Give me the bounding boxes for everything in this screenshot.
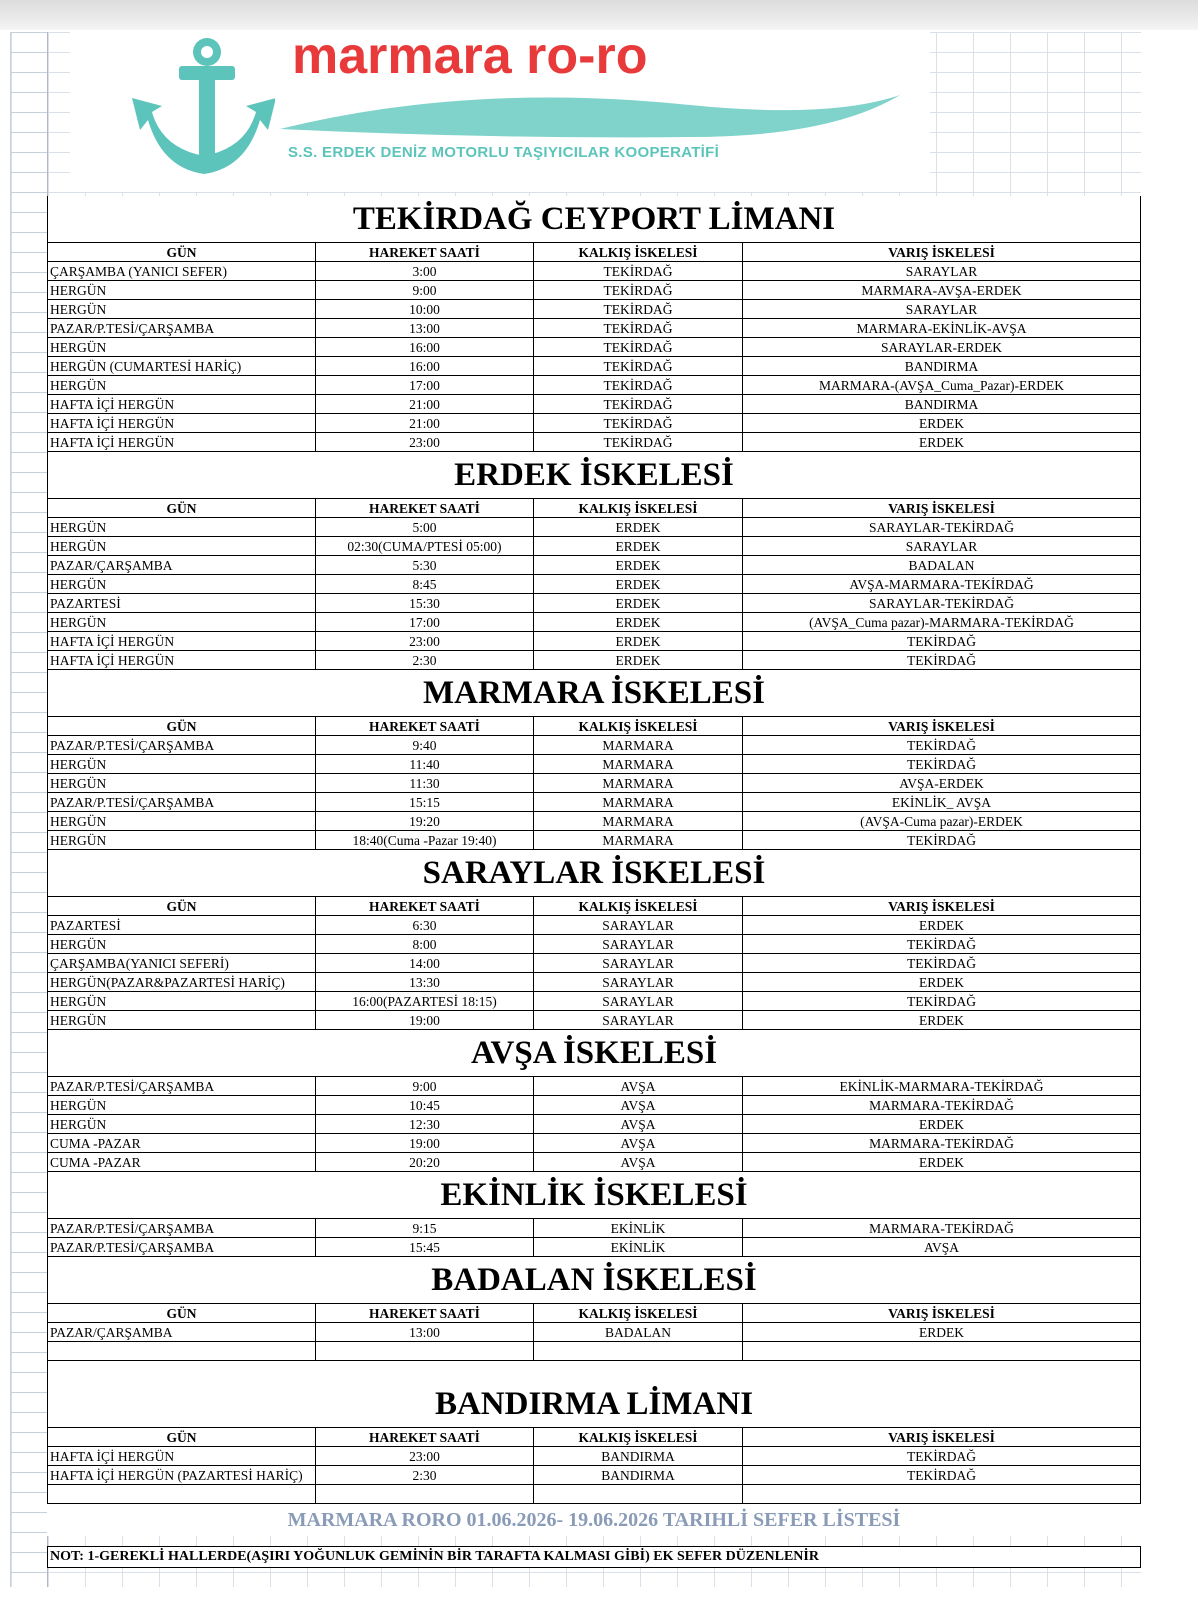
day-cell: ÇARŞAMBA(YANICI SEFERİ) <box>48 954 316 973</box>
day-cell: HERGÜN <box>48 613 316 632</box>
departure-cell: ERDEK <box>534 651 743 670</box>
departure-cell: SARAYLAR <box>534 954 743 973</box>
table-row <box>48 575 1141 594</box>
column-header-day: GÜN <box>48 1428 316 1447</box>
table-row <box>48 537 1141 556</box>
column-header-day: GÜN <box>48 243 316 262</box>
table-row <box>48 518 1141 537</box>
table-row <box>48 1466 1141 1485</box>
departure-cell: SARAYLAR <box>534 916 743 935</box>
day-cell: PAZAR/P.TESİ/ÇARŞAMBA <box>48 319 316 338</box>
arrival-cell: SARAYLAR <box>743 300 1141 319</box>
table-row <box>48 1115 1141 1134</box>
table-row <box>48 414 1141 433</box>
table-row <box>48 755 1141 774</box>
schedule-table <box>47 498 1141 670</box>
schedule-table <box>47 1427 1141 1504</box>
day-cell: PAZAR/P.TESİ/ÇARŞAMBA <box>48 1238 316 1257</box>
departure-cell: AVŞA <box>534 1134 743 1153</box>
column-header-time: HAREKET SAATİ <box>316 897 534 916</box>
departure-cell: MARMARA <box>534 793 743 812</box>
departure-cell: BADALAN <box>534 1323 743 1342</box>
departure-cell: ERDEK <box>534 537 743 556</box>
arrival-cell: TEKİRDAĞ <box>743 632 1141 651</box>
empty-cell <box>316 1342 534 1361</box>
departure-cell: MARMARA <box>534 774 743 793</box>
section-title: AVŞA İSKELESİ <box>47 1030 1141 1076</box>
arrival-cell: MARMARA-TEKİRDAĞ <box>743 1134 1141 1153</box>
empty-row <box>48 1342 1141 1361</box>
day-cell: HERGÜN (CUMARTESİ HARİÇ) <box>48 357 316 376</box>
departure-cell: AVŞA <box>534 1153 743 1172</box>
arrival-cell: ERDEK <box>743 433 1141 452</box>
time-cell: 21:00 <box>316 414 534 433</box>
time-cell: 23:00 <box>316 632 534 651</box>
arrival-cell: ERDEK <box>743 1011 1141 1030</box>
arrival-cell: ERDEK <box>743 973 1141 992</box>
arrival-cell: MARMARA-TEKİRDAĞ <box>743 1096 1141 1115</box>
day-cell: HERGÜN <box>48 831 316 850</box>
column-header-time: HAREKET SAATİ <box>316 1428 534 1447</box>
section-title: BANDIRMA LİMANI <box>47 1381 1141 1427</box>
time-cell: 2:30 <box>316 651 534 670</box>
section-title: SARAYLAR İSKELESİ <box>47 850 1141 896</box>
time-cell: 10:00 <box>316 300 534 319</box>
departure-cell: SARAYLAR <box>534 973 743 992</box>
empty-cell <box>534 1485 743 1504</box>
time-cell: 11:30 <box>316 774 534 793</box>
departure-cell: TEKİRDAĞ <box>534 414 743 433</box>
column-header-departure: KALKIŞ İSKELESİ <box>534 243 743 262</box>
table-row <box>48 774 1141 793</box>
departure-cell: TEKİRDAĞ <box>534 395 743 414</box>
table-row <box>48 281 1141 300</box>
section-spacer <box>47 1361 1141 1381</box>
table-row <box>48 632 1141 651</box>
empty-cell <box>48 1485 316 1504</box>
day-cell: HAFTA İÇİ HERGÜN (PAZARTESİ HARİÇ) <box>48 1466 316 1485</box>
arrival-cell: MARMARA-AVŞA-ERDEK <box>743 281 1141 300</box>
table-header-row <box>48 243 1141 262</box>
departure-cell: ERDEK <box>534 594 743 613</box>
departure-cell: TEKİRDAĞ <box>534 262 743 281</box>
table-row <box>48 916 1141 935</box>
time-cell: 5:30 <box>316 556 534 575</box>
column-header-arrival: VARIŞ İSKELESİ <box>743 717 1141 736</box>
time-cell: 13:00 <box>316 319 534 338</box>
departure-cell: AVŞA <box>534 1115 743 1134</box>
departure-cell: TEKİRDAĞ <box>534 376 743 395</box>
schedule-period-title: MARMARA RORO 01.06.2026- 19.06.2026 TARIHLİ SEFER LİSTESİ <box>47 1504 1141 1536</box>
day-cell: HERGÜN <box>48 376 316 395</box>
brand-name: marmara ro-ro <box>292 27 648 85</box>
arrival-cell: TEKİRDAĞ <box>743 1447 1141 1466</box>
table-row <box>48 556 1141 575</box>
table-row <box>48 338 1141 357</box>
column-header-arrival: VARIŞ İSKELESİ <box>743 1304 1141 1323</box>
time-cell: 19:00 <box>316 1011 534 1030</box>
table-row <box>48 812 1141 831</box>
column-header-time: HAREKET SAATİ <box>316 1304 534 1323</box>
time-cell: 10:45 <box>316 1096 534 1115</box>
table-row <box>48 1153 1141 1172</box>
time-cell: 12:30 <box>316 1115 534 1134</box>
time-cell: 11:40 <box>316 755 534 774</box>
table-row <box>48 357 1141 376</box>
arrival-cell: MARMARA-TEKİRDAĞ <box>743 1219 1141 1238</box>
arrival-cell: AVŞA-ERDEK <box>743 774 1141 793</box>
departure-cell: SARAYLAR <box>534 935 743 954</box>
arrival-cell: SARAYLAR-ERDEK <box>743 338 1141 357</box>
column-header-arrival: VARIŞ İSKELESİ <box>743 897 1141 916</box>
departure-cell: TEKİRDAĞ <box>534 319 743 338</box>
day-cell: HERGÜN <box>48 518 316 537</box>
arrival-cell: ERDEK <box>743 1153 1141 1172</box>
column-header-arrival: VARIŞ İSKELESİ <box>743 499 1141 518</box>
table-row <box>48 1219 1141 1238</box>
departure-cell: MARMARA <box>534 736 743 755</box>
cooperative-name: S.S. ERDEK DENİZ MOTORLU TAŞIYICILAR KOOPERATİFİ <box>288 144 720 161</box>
time-cell: 13:30 <box>316 973 534 992</box>
departure-cell: TEKİRDAĞ <box>534 300 743 319</box>
table-row <box>48 973 1141 992</box>
time-cell: 6:30 <box>316 916 534 935</box>
day-cell: PAZAR/P.TESİ/ÇARŞAMBA <box>48 1077 316 1096</box>
arrival-cell: TEKİRDAĞ <box>743 1466 1141 1485</box>
arrival-cell: EKİNLİK_ AVŞA <box>743 793 1141 812</box>
arrival-cell: SARAYLAR <box>743 537 1141 556</box>
column-header-time: HAREKET SAATİ <box>316 243 534 262</box>
arrival-cell: MARMARA-EKİNLİK-AVŞA <box>743 319 1141 338</box>
time-cell: 19:20 <box>316 812 534 831</box>
arrival-cell: TEKİRDAĞ <box>743 954 1141 973</box>
column-header-departure: KALKIŞ İSKELESİ <box>534 1428 743 1447</box>
time-cell: 14:00 <box>316 954 534 973</box>
schedule-document <box>47 196 1141 1568</box>
time-cell: 13:00 <box>316 1323 534 1342</box>
column-header-day: GÜN <box>48 1304 316 1323</box>
time-cell: 15:15 <box>316 793 534 812</box>
column-header-departure: KALKIŞ İSKELESİ <box>534 499 743 518</box>
column-header-day: GÜN <box>48 717 316 736</box>
day-cell: HERGÜN <box>48 300 316 319</box>
time-cell: 9:00 <box>316 281 534 300</box>
departure-cell: TEKİRDAĞ <box>534 281 743 300</box>
column-header-time: HAREKET SAATİ <box>316 499 534 518</box>
schedule-table <box>47 1303 1141 1361</box>
arrival-cell: ERDEK <box>743 1323 1141 1342</box>
departure-cell: ERDEK <box>534 556 743 575</box>
day-cell: HERGÜN <box>48 1115 316 1134</box>
time-cell: 17:00 <box>316 376 534 395</box>
departure-cell: EKİNLİK <box>534 1238 743 1257</box>
time-cell: 16:00 <box>316 338 534 357</box>
time-cell: 23:00 <box>316 433 534 452</box>
departure-cell: TEKİRDAĞ <box>534 433 743 452</box>
anchor-icon <box>125 32 275 182</box>
schedule-table <box>47 1076 1141 1172</box>
day-cell: PAZAR/P.TESİ/ÇARŞAMBA <box>48 793 316 812</box>
arrival-cell: ERDEK <box>743 916 1141 935</box>
table-row <box>48 1238 1141 1257</box>
day-cell: PAZAR/ÇARŞAMBA <box>48 556 316 575</box>
table-header-row <box>48 499 1141 518</box>
schedule-table <box>47 242 1141 452</box>
table-row <box>48 954 1141 973</box>
table-row <box>48 831 1141 850</box>
empty-cell <box>743 1485 1141 1504</box>
brand-header <box>70 27 930 192</box>
column-header-departure: KALKIŞ İSKELESİ <box>534 1304 743 1323</box>
time-cell: 9:40 <box>316 736 534 755</box>
departure-cell: AVŞA <box>534 1096 743 1115</box>
arrival-cell: SARAYLAR <box>743 262 1141 281</box>
table-row <box>48 594 1141 613</box>
table-row <box>48 613 1141 632</box>
time-cell: 23:00 <box>316 1447 534 1466</box>
table-row <box>48 1447 1141 1466</box>
day-cell: HERGÜN <box>48 774 316 793</box>
arrival-cell: SARAYLAR-TEKİRDAĞ <box>743 594 1141 613</box>
time-cell: 9:15 <box>316 1219 534 1238</box>
column-header-day: GÜN <box>48 897 316 916</box>
departure-cell: TEKİRDAĞ <box>534 338 743 357</box>
day-cell: HERGÜN <box>48 755 316 774</box>
day-cell: HERGÜN <box>48 812 316 831</box>
time-cell: 17:00 <box>316 613 534 632</box>
time-cell: 5:00 <box>316 518 534 537</box>
day-cell: HERGÜN <box>48 537 316 556</box>
section-title: ERDEK İSKELESİ <box>47 452 1141 498</box>
day-cell: HAFTA İÇİ HERGÜN <box>48 414 316 433</box>
table-row <box>48 395 1141 414</box>
empty-cell <box>48 1342 316 1361</box>
arrival-cell: TEKİRDAĞ <box>743 736 1141 755</box>
departure-cell: MARMARA <box>534 831 743 850</box>
arrival-cell: BADALAN <box>743 556 1141 575</box>
table-row <box>48 1096 1141 1115</box>
day-cell: PAZAR/P.TESİ/ÇARŞAMBA <box>48 736 316 755</box>
table-row <box>48 793 1141 812</box>
day-cell: PAZARTESİ <box>48 594 316 613</box>
time-cell: 16:00 <box>316 357 534 376</box>
schedule-table <box>47 716 1141 850</box>
table-header-row <box>48 897 1141 916</box>
table-row <box>48 651 1141 670</box>
day-cell: HERGÜN <box>48 575 316 594</box>
time-cell: 02:30(CUMA/PTESİ 05:00) <box>316 537 534 556</box>
empty-cell <box>743 1342 1141 1361</box>
table-row <box>48 992 1141 1011</box>
day-cell: HAFTA İÇİ HERGÜN <box>48 395 316 414</box>
time-cell: 20:20 <box>316 1153 534 1172</box>
arrival-cell: TEKİRDAĞ <box>743 651 1141 670</box>
arrival-cell: TEKİRDAĞ <box>743 935 1141 954</box>
departure-cell: MARMARA <box>534 755 743 774</box>
day-cell: HERGÜN <box>48 992 316 1011</box>
table-header-row <box>48 717 1141 736</box>
departure-cell: BANDIRMA <box>534 1466 743 1485</box>
column-header-departure: KALKIŞ İSKELESİ <box>534 717 743 736</box>
day-cell: HERGÜN(PAZAR&PAZARTESİ HARİÇ) <box>48 973 316 992</box>
departure-cell: TEKİRDAĞ <box>534 357 743 376</box>
day-cell: CUMA -PAZAR <box>48 1153 316 1172</box>
day-cell: HERGÜN <box>48 338 316 357</box>
day-cell: PAZAR/ÇARŞAMBA <box>48 1323 316 1342</box>
day-cell: HAFTA İÇİ HERGÜN <box>48 1447 316 1466</box>
arrival-cell: (AVŞA_Cuma pazar)-MARMARA-TEKİRDAĞ <box>743 613 1141 632</box>
day-cell: HERGÜN <box>48 935 316 954</box>
day-cell: HERGÜN <box>48 281 316 300</box>
time-cell: 8:00 <box>316 935 534 954</box>
day-cell: PAZAR/P.TESİ/ÇARŞAMBA <box>48 1219 316 1238</box>
table-row <box>48 1077 1141 1096</box>
empty-cell <box>316 1485 534 1504</box>
arrival-cell: ERDEK <box>743 414 1141 433</box>
table-row <box>48 1323 1141 1342</box>
table-row <box>48 300 1141 319</box>
arrival-cell: BANDIRMA <box>743 395 1141 414</box>
departure-cell: ERDEK <box>534 632 743 651</box>
section-title: TEKİRDAĞ CEYPORT LİMANI <box>47 196 1141 242</box>
table-header-row <box>48 1428 1141 1447</box>
table-row <box>48 433 1141 452</box>
arrival-cell: EKİNLİK-MARMARA-TEKİRDAĞ <box>743 1077 1141 1096</box>
departure-cell: AVŞA <box>534 1077 743 1096</box>
table-row <box>48 1134 1141 1153</box>
schedule-table <box>47 896 1141 1030</box>
arrival-cell: ERDEK <box>743 1115 1141 1134</box>
table-row <box>48 262 1141 281</box>
arrival-cell: BANDIRMA <box>743 357 1141 376</box>
departure-cell: SARAYLAR <box>534 1011 743 1030</box>
time-cell: 9:00 <box>316 1077 534 1096</box>
time-cell: 18:40(Cuma -Pazar 19:40) <box>316 831 534 850</box>
arrival-cell: AVŞA-MARMARA-TEKİRDAĞ <box>743 575 1141 594</box>
section-title: EKİNLİK İSKELESİ <box>47 1172 1141 1218</box>
table-header-row <box>48 1304 1141 1323</box>
time-cell: 15:30 <box>316 594 534 613</box>
arrival-cell: (AVŞA-Cuma pazar)-ERDEK <box>743 812 1141 831</box>
day-cell: HAFTA İÇİ HERGÜN <box>48 651 316 670</box>
day-cell: PAZARTESİ <box>48 916 316 935</box>
departure-cell: ERDEK <box>534 518 743 537</box>
empty-cell <box>534 1342 743 1361</box>
column-header-time: HAREKET SAATİ <box>316 717 534 736</box>
departure-cell: ERDEK <box>534 613 743 632</box>
time-cell: 3:00 <box>316 262 534 281</box>
column-header-arrival: VARIŞ İSKELESİ <box>743 243 1141 262</box>
departure-cell: MARMARA <box>534 812 743 831</box>
arrival-cell: TEKİRDAĞ <box>743 992 1141 1011</box>
column-header-day: GÜN <box>48 499 316 518</box>
arrival-cell: SARAYLAR-TEKİRDAĞ <box>743 518 1141 537</box>
time-cell: 15:45 <box>316 1238 534 1257</box>
day-cell: CUMA -PAZAR <box>48 1134 316 1153</box>
time-cell: 8:45 <box>316 575 534 594</box>
table-row <box>48 376 1141 395</box>
departure-cell: BANDIRMA <box>534 1447 743 1466</box>
footnote: NOT: 1-GEREKLİ HALLERDE(AŞIRI YOĞUNLUK GEMİNİN BİR TARAFTA KALMASI GİBİ) EK SEFER DÜZENLENİR <box>47 1546 1141 1568</box>
arrival-cell: TEKİRDAĞ <box>743 831 1141 850</box>
table-row <box>48 319 1141 338</box>
empty-row <box>48 1485 1141 1504</box>
day-cell: HAFTA İÇİ HERGÜN <box>48 632 316 651</box>
time-cell: 2:30 <box>316 1466 534 1485</box>
table-row <box>48 736 1141 755</box>
column-header-departure: KALKIŞ İSKELESİ <box>534 897 743 916</box>
day-cell: HAFTA İÇİ HERGÜN <box>48 433 316 452</box>
departure-cell: ERDEK <box>534 575 743 594</box>
time-cell: 21:00 <box>316 395 534 414</box>
table-row <box>48 1011 1141 1030</box>
day-cell: HERGÜN <box>48 1011 316 1030</box>
day-cell: HERGÜN <box>48 1096 316 1115</box>
table-row <box>48 935 1141 954</box>
section-title: MARMARA İSKELESİ <box>47 670 1141 716</box>
arrival-cell: AVŞA <box>743 1238 1141 1257</box>
schedule-table <box>47 1218 1141 1257</box>
departure-cell: SARAYLAR <box>534 992 743 1011</box>
section-title: BADALAN İSKELESİ <box>47 1257 1141 1303</box>
time-cell: 16:00(PAZARTESİ 18:15) <box>316 992 534 1011</box>
column-header-arrival: VARIŞ İSKELESİ <box>743 1428 1141 1447</box>
arrival-cell: TEKİRDAĞ <box>743 755 1141 774</box>
day-cell: ÇARŞAMBA (YANICI SEFER) <box>48 262 316 281</box>
arrival-cell: MARMARA-(AVŞA_Cuma_Pazar)-ERDEK <box>743 376 1141 395</box>
time-cell: 19:00 <box>316 1134 534 1153</box>
row-header-column <box>10 32 48 1587</box>
departure-cell: EKİNLİK <box>534 1219 743 1238</box>
